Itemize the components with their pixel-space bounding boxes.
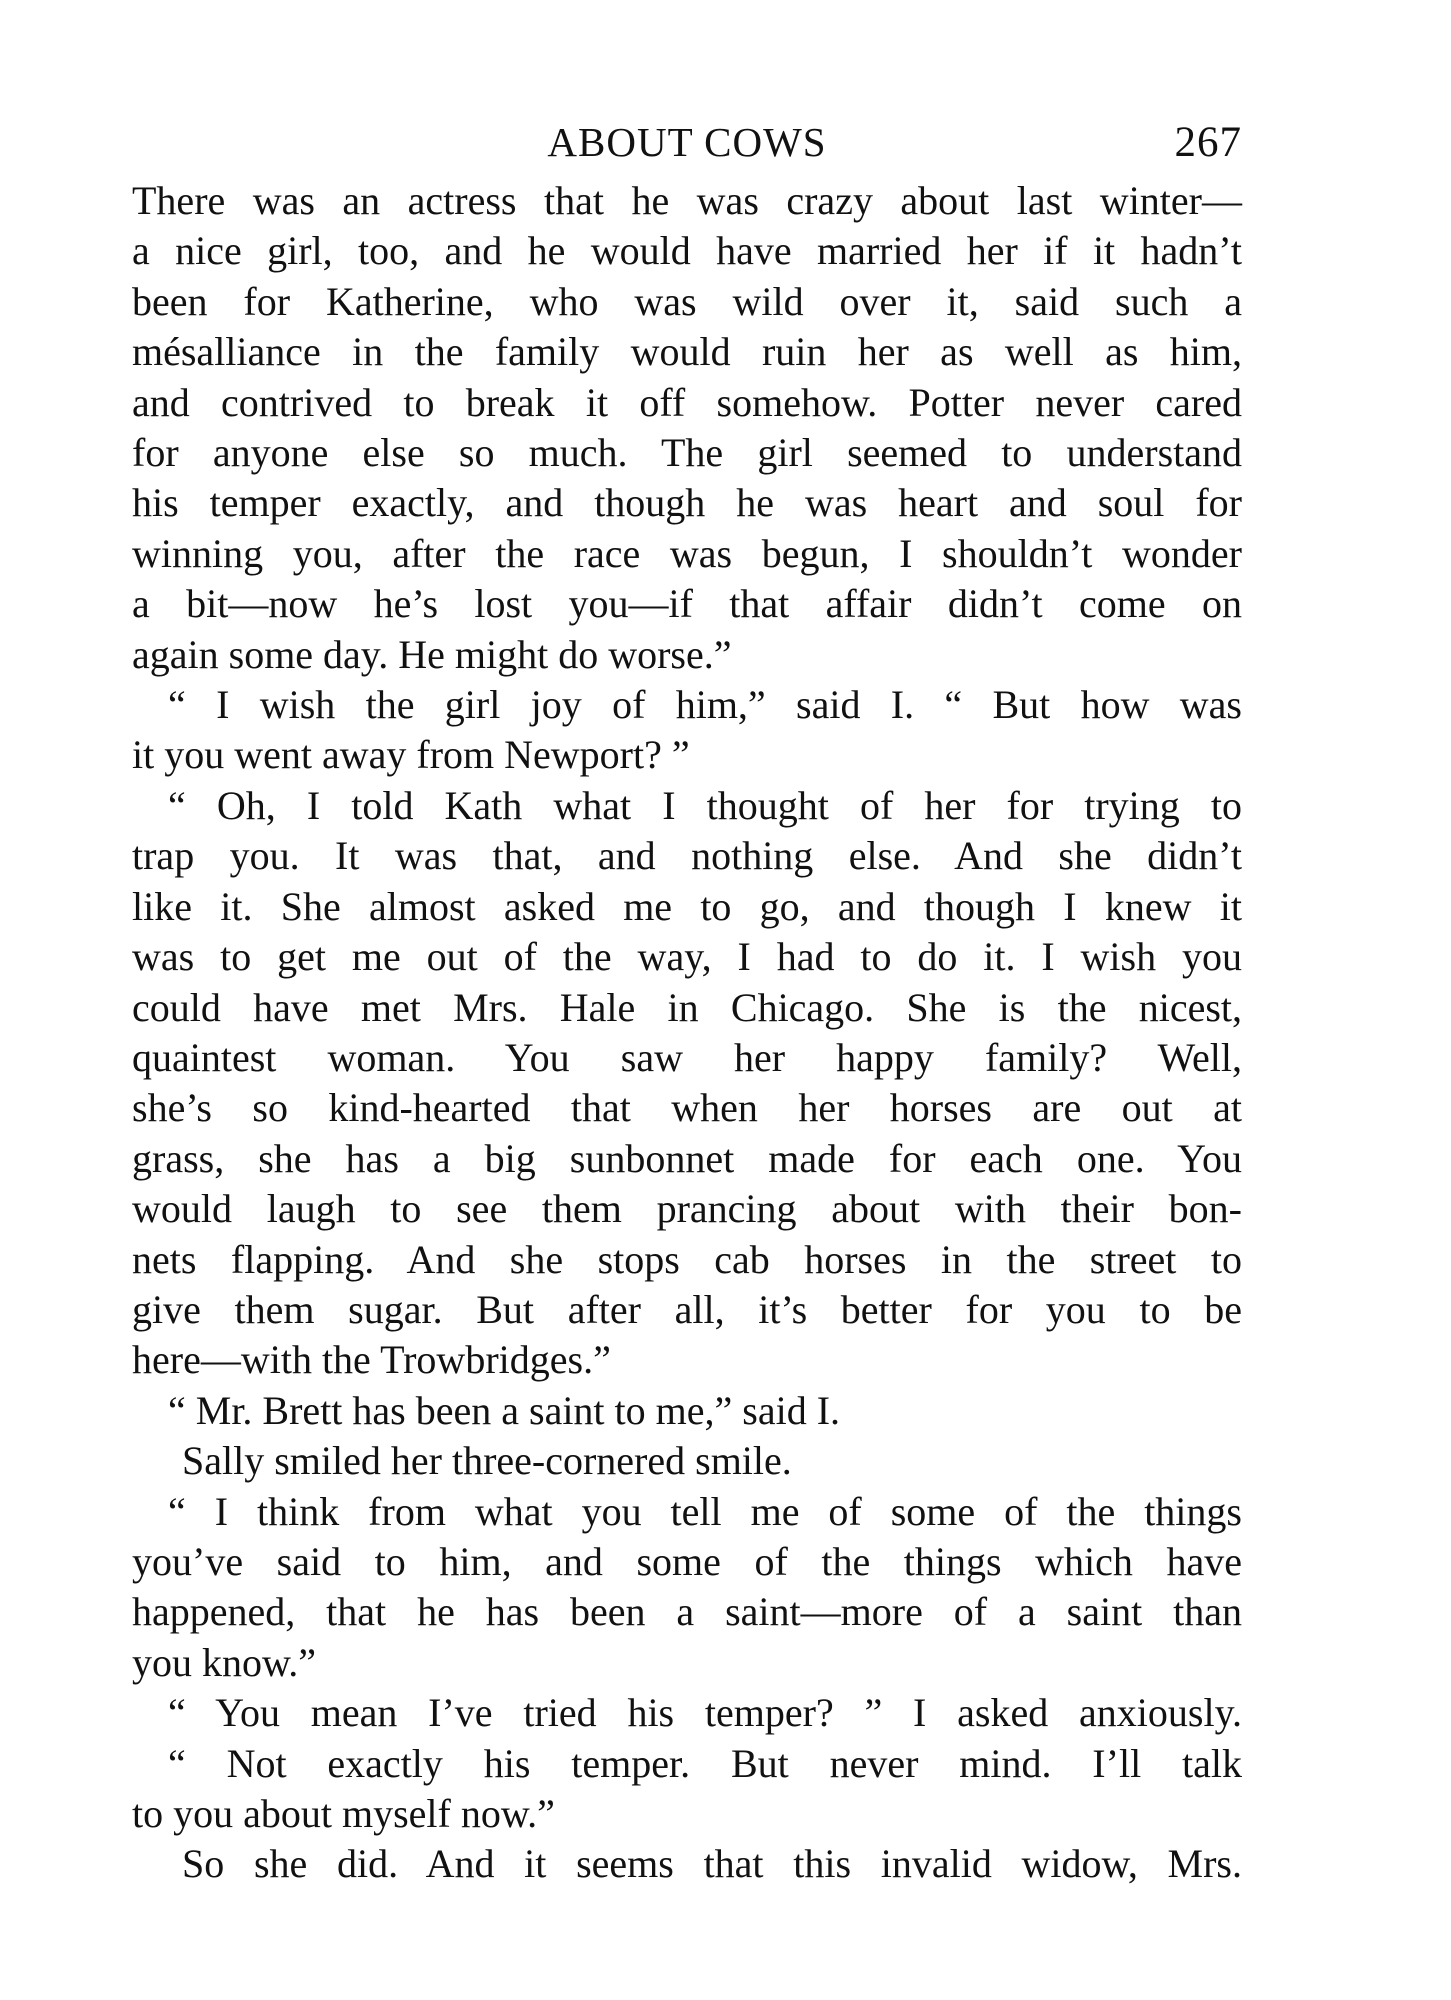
text-line: grass, she has a big sunbonnet made for each one. You	[132, 1135, 1242, 1181]
text-line: for anyone else so much. The girl seemed to understand	[132, 430, 1242, 476]
text-line: “ You mean I’ve tried his temper? ” I asked anxiously.	[168, 1690, 1242, 1736]
body-text	[132, 176, 1242, 1890]
running-head	[132, 118, 1242, 178]
text-line: happened, that he has been a saint—more of a saint than	[132, 1589, 1242, 1635]
text-line: was to get me out of the way, I had to do it. I wish you	[132, 934, 1242, 980]
text-line: So she did. And it seems that this invalid widow, Mrs.	[182, 1841, 1242, 1887]
text-line: nets flapping. And she stops cab horses in the street to	[132, 1236, 1242, 1282]
text-line: you know.”	[132, 1639, 317, 1685]
text-line: “ I wish the girl joy of him,” said I. “ But how was	[168, 682, 1242, 728]
text-line: a nice girl, too, and he would have married her if it hadn’t	[132, 228, 1242, 274]
running-title: ABOUT COWS	[547, 119, 827, 165]
text-line: Sally smiled her three-cornered smile.	[182, 1438, 792, 1484]
text-line: and contrived to break it off somehow. Potter never cared	[132, 379, 1242, 425]
text-line: “ I think from what you tell me of some of the things	[168, 1488, 1242, 1534]
text-line: here—with the Trowbridges.”	[132, 1337, 611, 1383]
text-line: like it. She almost asked me to go, and though I knew it	[132, 883, 1242, 929]
text-line: “ Mr. Brett has been a saint to me,” said I.	[168, 1387, 841, 1433]
text-line: “ Not exactly his temper. But never mind. I’ll talk	[168, 1740, 1242, 1786]
text-line: been for Katherine, who was wild over it, said such a	[132, 278, 1242, 324]
text-line: quaintest woman. You saw her happy family? Well,	[132, 1034, 1242, 1080]
text-line: again some day. He might do worse.”	[132, 631, 732, 677]
text-line: you’ve said to him, and some of the things which have	[132, 1538, 1242, 1584]
text-line: a bit—now he’s lost you—if that affair didn’t come on	[132, 581, 1242, 627]
text-line: she’s so kind-hearted that when her horses are out at	[132, 1085, 1242, 1131]
text-line: it you went away from Newport? ”	[132, 732, 690, 778]
text-line: mésalliance in the family would ruin her as well as him,	[132, 329, 1242, 375]
text-line: would laugh to see them prancing about with their bon-	[132, 1186, 1242, 1232]
text-line: trap you. It was that, and nothing else. And she didn’t	[132, 833, 1242, 879]
text-line: “ Oh, I told Kath what I thought of her for trying to	[168, 782, 1242, 828]
text-line: could have met Mrs. Hale in Chicago. She is the nicest,	[132, 984, 1242, 1030]
book-page	[132, 118, 1242, 1890]
text-line: winning you, after the race was begun, I shouldn’t wonder	[132, 530, 1242, 576]
text-line: There was an actress that he was crazy about last winter—	[132, 178, 1242, 223]
text-line: to you about myself now.”	[132, 1791, 555, 1836]
text-line: his temper exactly, and though he was heart and soul for	[132, 480, 1242, 526]
text-line: give them sugar. But after all, it’s better for you to be	[132, 1286, 1242, 1332]
page-number: 267	[1174, 119, 1242, 166]
